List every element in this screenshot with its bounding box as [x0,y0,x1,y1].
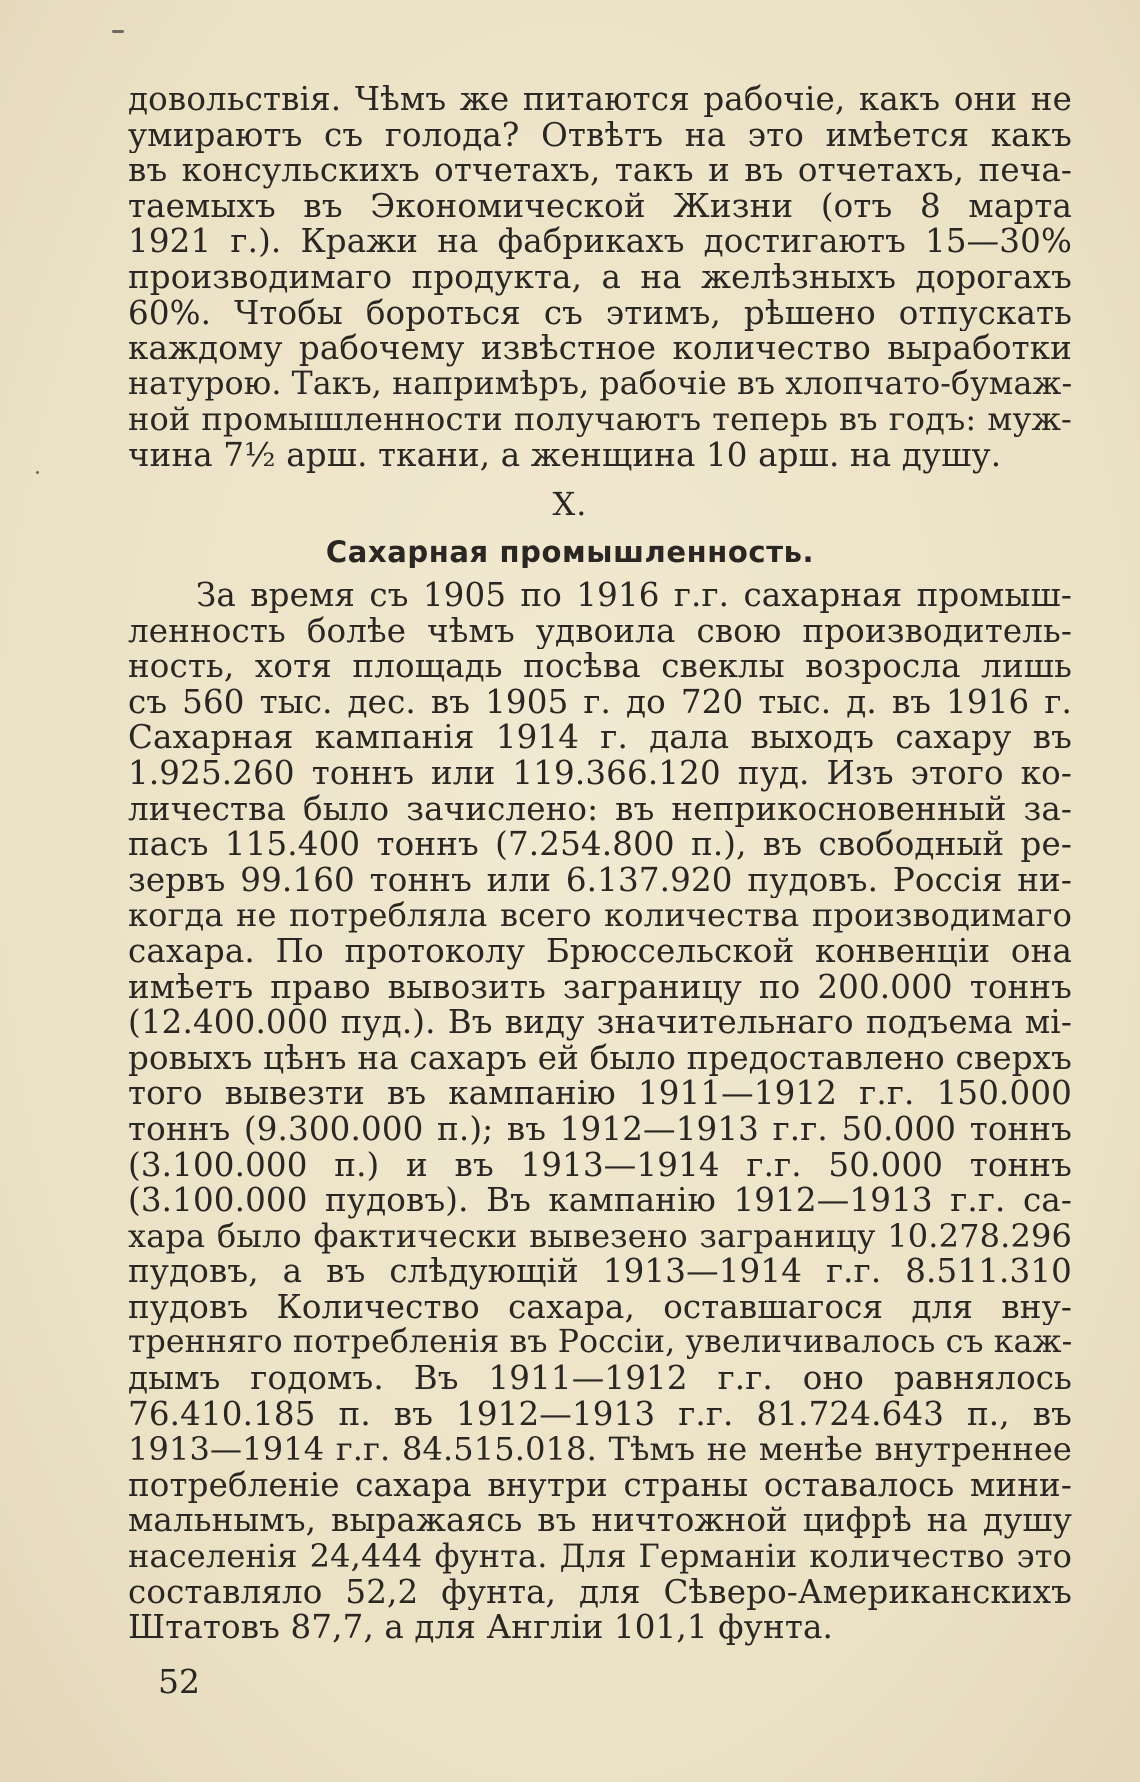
text-line: 1.925.260 тоннъ или 119.366.120 пуд. Изъ этого ко- [128,755,1072,792]
text-line: натурою. Такъ, напримѣръ, рабочіе въ хлопчато-бумаж- [128,366,1072,402]
text-line: населенія 24,444 фунта. Для Германіи количество это [128,1539,1072,1575]
text-line: ность, хотя площадь посѣва свеклы возросла лишь [128,649,1072,685]
text-line: 76.410.185 п. въ 1912—1913 г.г. 81.724.643 п., въ [128,1396,1072,1433]
print-speck [36,471,39,474]
text-line: тоннъ (9.300.000 п.); въ 1912—1913 г.г. 50.000 тоннъ [128,1111,1072,1148]
text-line: въ консульскихъ отчетахъ, такъ и въ отчетахъ, печа- [128,153,1072,189]
text-line: пасъ 115.400 тоннъ (7.254.800 п.), въ свободный ре- [128,827,1072,863]
text-line: (3.100.000 п.) и въ 1913—1914 г.г. 50.000 тоннъ [128,1147,1072,1184]
paragraph-sugar-industry [128,578,1072,1646]
text-line: когда не потребляла всего количества производимаго [128,898,1072,934]
text-line: таемыхъ въ Экономической Жизни (отъ 8 марта [128,188,1072,225]
paragraph-continued [128,82,1072,474]
text-line: зервъ 99.160 тоннъ или 6.137.920 пудовъ. Россія ни- [128,862,1072,899]
text-line: личества было зачислено: въ неприкосновенный за- [128,791,1072,828]
text-line: Штатовъ 87,7, а для Англіи 101,1 фунта. [128,1610,833,1646]
text-line: 1913—1914 г.г. 84.515.018. Тѣмъ не менѣе внутреннее [128,1432,1072,1468]
text-line: съ 560 тыс. дес. въ 1905 г. до 720 тыс. д. въ 1916 г. [128,684,1072,721]
print-speck [112,30,124,33]
text-line: чина 7½ арш. ткани, а женщина 10 арш. на душу. [128,437,1002,474]
text-line: потребленіе сахара внутри страны оставалось мини- [128,1467,1072,1504]
section-number: X. [552,485,588,523]
text-line: мальнымъ, выражаясь въ ничтожной цифрѣ на душу [128,1503,1072,1540]
text-line: хара было фактически вывезено заграницу 10.278.296 [128,1218,1072,1255]
text-line: За время съ 1905 по 1916 г.г. сахарная промыш- [196,578,1072,614]
text-line: (12.400.000 пуд.). Въ виду значительнаго подъема мі- [128,1005,1072,1041]
section-title: Сахарная промышленность. [325,535,815,569]
text-line: дымъ годомъ. Въ 1911—1912 г.г. оно равнялось [128,1361,1072,1397]
text-line: производимаго продукта, а на желѣзныхъ дорогахъ [128,259,1072,296]
text-line: (3.100.000 пудовъ). Въ кампанію 1912—1913 г.г. са- [128,1183,1072,1219]
text-line: тренняго потребленія въ Россіи, увеличивалось съ каж- [128,1325,1072,1361]
text-line: умираютъ съ голода? Отвѣтъ на это имѣется какъ [128,117,1072,154]
text-line: 60%. Чтобы бороться съ этимъ, рѣшено отпускать [128,295,1072,332]
text-line: пудовъ Количество сахара, оставшагося для вну- [128,1289,1072,1326]
text-line: того вывезти въ кампанію 1911—1912 г.г. 150.000 [128,1076,1072,1112]
text-line: ленность болѣе чѣмъ удвоила свою производитель- [128,613,1072,650]
text-line: имѣетъ право вывозить заграницу по 200.000 тоннъ [128,969,1072,1006]
text-line: ровыхъ цѣнъ на сахаръ ей было предоставлено сверхъ [128,1040,1072,1077]
text-line: пудовъ, а въ слѣдующій 1913—1914 г.г. 8.511.310 [128,1254,1072,1290]
text-line: Сахарная кампанія 1914 г. дала выходъ сахару въ [128,720,1072,756]
text-line: ной промышленности получаютъ теперь въ годъ: муж- [128,402,1072,438]
text-line: 1921 г.). Кражи на фабрикахъ достигаютъ 15—30% [128,224,1072,260]
text-line: составляло 52,2 фунта, для Сѣверо-Американскихъ [128,1574,1072,1611]
text-line: каждому рабочему извѣстное количество выработки [128,331,1072,367]
page-number: 52 [158,1662,200,1701]
text-line: довольствія. Чѣмъ же питаются рабочіе, какъ они не [128,82,1072,118]
text-line: сахара. По протоколу Брюссельской конвенціи она [128,933,1072,970]
